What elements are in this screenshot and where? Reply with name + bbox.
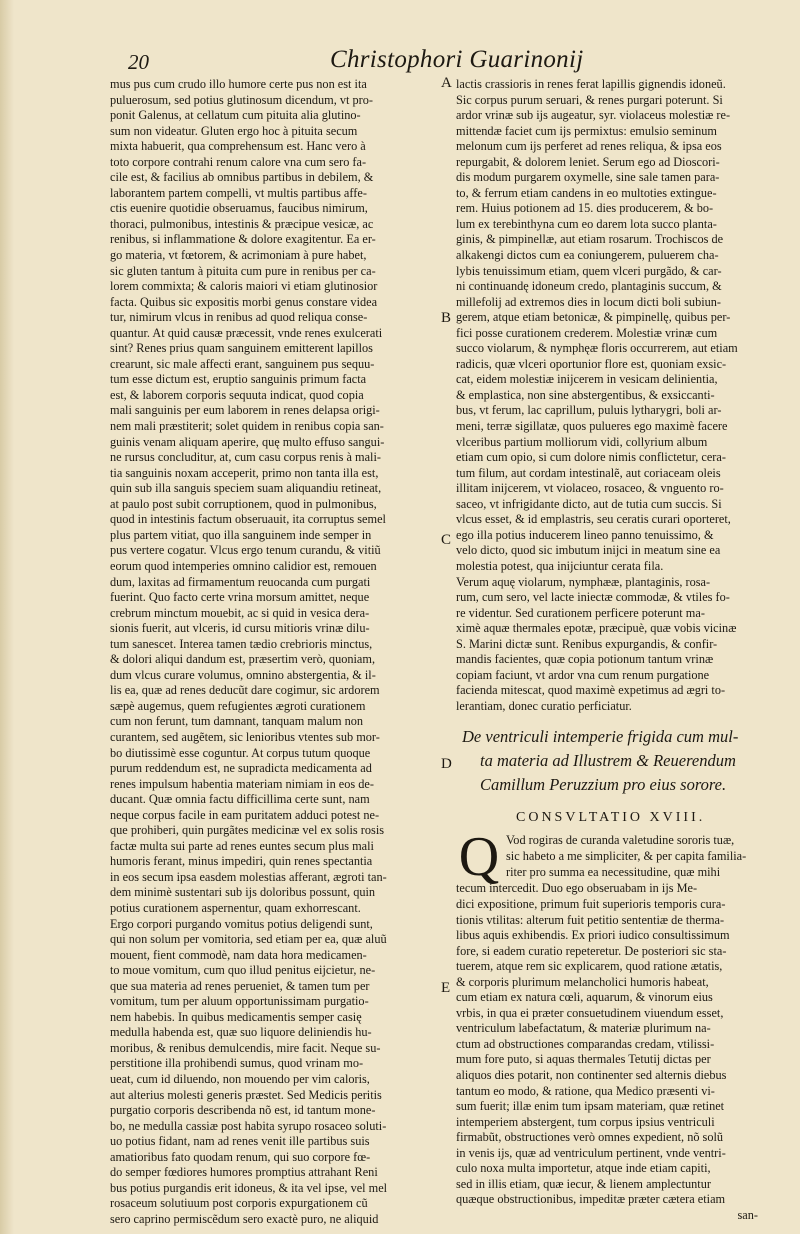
previous-consultation-text xyxy=(456,77,782,714)
text-line: tuerem, atque rem sic explicarem, quod ratione ætatis, xyxy=(456,959,723,974)
text-line: molestia potest, qua inijciuntur cerata fila. xyxy=(456,558,664,573)
text-line: ni continuandę idoneum credo, plantaginis succum, & xyxy=(456,279,722,294)
consultation-title: CONSVLTATIO XVIII. xyxy=(516,810,706,826)
text-line: mali sanguinis per eum laborem in renes delapsa origi- xyxy=(110,403,380,418)
catchword: san- xyxy=(737,1207,758,1222)
margin-letter-d: D xyxy=(441,756,452,772)
margin-letter-e: E xyxy=(441,980,451,996)
text-line: guinis venam aliquam aperire, quę multo effuso sangui- xyxy=(110,434,385,449)
text-line: illitam inijcerem, vt violaceo, rosaceo, & vnguento ro- xyxy=(456,481,724,496)
text-line: fore, si eadem curatio repeteretur. De posteriori sic sta- xyxy=(456,943,727,958)
text-line: puluerosum, sed potius glutinosum dicendum, vt pro- xyxy=(110,92,373,107)
text-line: tum filum, aut cordam intestinalẽ, aut coriaceam oleis xyxy=(456,465,721,480)
text-line: que sua materia ad renes perueniet, & tamen tum per xyxy=(110,978,370,993)
page-number: 20 xyxy=(128,50,149,74)
left-text-column xyxy=(110,77,438,1227)
text-line: cat, eidem molestiæ inijcerem in vesicam delinientia, xyxy=(456,372,718,387)
text-line: ueat, cum id diluendo, non mouendo per vim caloris, xyxy=(110,1072,370,1086)
text-line: renes impulsum habentia materiam nimiam in eos de- xyxy=(110,776,374,791)
text-line: rosaceum solutiuum post corporis expurgationem cũ xyxy=(110,1196,368,1211)
text-line: tum esse dictum est, eruptio sanguinis primum facta xyxy=(110,372,367,387)
text-line: laborantem partem compelli, vt multis partibus affe- xyxy=(110,185,367,200)
text-line: in venis ijs, quæ ad ventriculum pertinent, vnde ventri- xyxy=(456,1145,726,1160)
text-line: bus potius purgandis erit idoneus, & ita vel ipse, vel mel xyxy=(110,1180,388,1195)
heading-line: Camillum Peruzzium pro eius sorore. xyxy=(480,775,727,795)
text-line: mus pus cum crudo illo humore certe pus non est ita xyxy=(110,77,367,91)
text-line: vomitum, tum per aluum opportunissimam purgatio- xyxy=(110,994,369,1009)
text-line: alkakengi dictos cum ea coniungerem, puluerem cha- xyxy=(456,248,719,263)
text-line: sic habeto a me simpliciter, & per capita familia- xyxy=(506,848,747,863)
text-line: thoraci, pulmonibus, intestinis & præcipue vesicæ, ac xyxy=(110,216,374,231)
text-line: sum non videatur. Gluten ergo hoc à pituita secum xyxy=(110,123,358,138)
text-line: quod in intestinis factum obseruauit, ita corruptus semel xyxy=(110,512,386,527)
text-line: ardor vrinæ sub ijs augeatur, syr. violaceus molestiæ re- xyxy=(456,108,731,123)
text-line: purgatio corporis describenda nõ est, id tantum mone- xyxy=(110,1103,376,1118)
heading-line: ta materia ad Illustrem & Reuerendum xyxy=(480,751,736,771)
text-line: nem mali præstiterit; solet quidem in renibus copia san- xyxy=(110,419,384,434)
consultation-body xyxy=(456,826,782,1207)
text-line: vrbis, in qua ei præter consuetudinem viuendum esset, xyxy=(456,1005,724,1020)
text-line: ginis, & pimpinellæ, aut etiam rosarum. Trochiscos de xyxy=(456,232,724,247)
right-text-column xyxy=(456,77,782,1223)
text-line: uo potius fidant, nam ad renes venit ille partibus suis xyxy=(110,1134,370,1149)
text-line: sum fuerit; illæ enim tum ipsam materiam, quæ retinet xyxy=(456,1099,725,1114)
text-line: & emplastica, non sine abstergentibus, & exsiccanti- xyxy=(456,387,715,402)
text-line: mouent, fient commodè, nam data hora medicamen- xyxy=(110,947,367,962)
text-line: tecum intercedit. Duo ego obseruabam in ijs Me- xyxy=(456,881,698,896)
text-line: sero caprino permiscẽdum sero exactè puro, ne aliquid xyxy=(110,1211,379,1226)
text-line: aliquos dies potarit, non continenter sed alternis diebus xyxy=(456,1067,727,1082)
text-line: & corporis plurimum melancholici humoris habeat, xyxy=(456,974,709,989)
text-line: tantum eo modo, & ratione, qua Medico præsenti vi- xyxy=(456,1083,715,1098)
text-line: riter pro summa ea necessitudine, quæ mihi xyxy=(506,864,721,879)
text-line: Vod rogiras de curanda valetudine sororis tuæ, xyxy=(506,833,735,848)
text-line: bus, vt ferum, lac caprillum, puluis lytharygri, boli ar- xyxy=(456,403,722,418)
text-line: dum, laxitas ad firmamentum reuocanda cum purgati xyxy=(110,574,371,589)
text-line: ctis euenire quotidie obseruamus, faucibus nimirum, xyxy=(110,201,368,216)
text-line: que prohiberi, quin purgãtes medicinæ vel ex solis rosis xyxy=(110,823,385,838)
text-line: in eos secum ipsa easdem molestias afferant, ægroti tan- xyxy=(110,869,387,884)
text-line: lorem commixta; & caloris maiori vi etiam glutinosior xyxy=(110,279,378,294)
text-line: nem habebis. In quibus medicamentis semper casię xyxy=(110,1009,362,1024)
text-line: ctum ad obstructiones comparandas credam, vtilissi- xyxy=(456,1036,715,1051)
text-line: to, & ferrum etiam candens in eo multoties extingue- xyxy=(456,185,717,200)
text-line: perstitione illa prohibendi sumus, quod vrinam mo- xyxy=(110,1056,364,1071)
text-line: sionis fuerit, aut vlceris, id cursu mitioris vrinæ dilu- xyxy=(110,621,370,636)
text-line: cum non ferunt, tum damnant, tanquam malum non xyxy=(110,714,364,729)
text-line: renibus, si inflammatione & dolore exagitentur. Ea er- xyxy=(110,232,376,247)
text-line: quin sub illa sanguis speciem suam aliquandiu retineat, xyxy=(110,481,382,496)
text-line: quæque obstructionibus, impeditæ præter cætera etiam xyxy=(456,1192,726,1207)
text-line: humoris ferant, minus impediri, quin renes spectantia xyxy=(110,854,373,869)
text-line: mittendæ faciet cum ijs permixtus: emulsio seminum xyxy=(456,123,717,138)
text-line: tionis vtilitas: alterum fuit petitio sententiæ de therma- xyxy=(456,912,725,927)
text-line: ximè aquæ thermales epotæ, præcipuè, quæ vobis vicinæ xyxy=(456,621,737,636)
text-line: rem. Huius potionem ad 15. dies producerem, & bo- xyxy=(456,201,714,216)
text-line: lerantiam, donec curatio perficiatur. xyxy=(456,698,632,713)
text-line: dici expositione, primum fuit superioris temporis cura- xyxy=(456,896,726,911)
text-line: re videntur. Sed curationem perficere poterunt ma- xyxy=(456,605,705,620)
text-line: tia sanguinis noxam acceperit, primo non tanta illa est, xyxy=(110,465,379,480)
text-line: cum etiam ex natura cœli, aquarum, & vinorum eius xyxy=(456,990,713,1005)
text-line: sæpè augemus, quem refugientes ægroti curationem xyxy=(110,698,366,713)
text-line: S. Marini dictæ sunt. Renibus expurgandis, & confir- xyxy=(456,636,718,651)
text-line: eorum quod intemperies omnino calidior est, remouen xyxy=(110,558,377,573)
text-line: pus vertere cogatur. Vlcus ergo tenum curandu, & vitiũ xyxy=(110,543,381,558)
text-line: velo dicto, quod sic imbutum inijci in meatum sine ea xyxy=(456,543,721,558)
text-line: mum fore puto, si aquas thermales Tetutij dictas per xyxy=(456,1052,711,1067)
text-line: facta. Quibus sic expositis morbi genus constare videa xyxy=(110,294,378,309)
text-line: tur, nimirum vlcus in renibus ad quod reliqua conse- xyxy=(110,310,368,325)
text-line: do semper fœdiores humores promptius attrahant Reni xyxy=(110,1165,378,1180)
text-line: aut alterius molesti generis præstet. Sed Medicis peritis xyxy=(110,1087,382,1102)
heading-line: De ventriculi intemperie frigida cum mul- xyxy=(462,727,739,747)
text-line: dis modum purgarem oxymelle, sine sale tamen para- xyxy=(456,170,720,185)
text-line: moribus, & renibus demulcendis, mire facit. Neque su- xyxy=(110,1040,381,1055)
text-line: sint? Renes prius quam sanguinem emitterent lapillos xyxy=(110,341,373,356)
text-line: mandis facientes, quæ copia potionum tantum vrinæ xyxy=(456,652,714,667)
margin-letter-c: C xyxy=(441,532,452,548)
page-gutter-shadow xyxy=(0,0,14,1234)
text-line: intemperiem abstergent, tum corpus ipsius ventriculi xyxy=(456,1114,715,1129)
margin-letter-b: B xyxy=(441,310,452,326)
text-line: plus partem vitiat, quo illa sanguinem inde semper in xyxy=(110,527,372,542)
text-line: libus aquis exhibendis. Ex priori iudico consultissimum xyxy=(456,928,730,943)
text-line: gerem, atque etiam betonicæ, & pimpinellę, quibus per- xyxy=(456,310,731,325)
text-line: ne rursus concluditur, at, cum casu corpus renis à mali- xyxy=(110,450,381,465)
text-line: ponit Galenus, at cellatum cum pituita alia glutino- xyxy=(110,108,361,123)
text-line: crebrum minctum mouebit, ac si quid in vesica dera- xyxy=(110,605,370,620)
text-line: fici posse curationem crederem. Molestiæ vrinæ cum xyxy=(456,325,718,340)
text-line: bo, ne medulla cassiæ post habita syrupo rosaceo soluti- xyxy=(110,1118,387,1133)
text-line: medulla habenda est, quæ suo liquore deliniendis hu- xyxy=(110,1025,372,1040)
text-line: succo violarum, & nymphęæ floris occurrerem, aut etiam xyxy=(456,341,738,356)
text-line: tum sanescet. Interea tamen tædio crebrioris minctus, xyxy=(110,636,373,651)
text-line: amatioribus fato quodam renum, qui suo corpore fœ- xyxy=(110,1149,371,1164)
text-line: ego illa potius inducerem lineo panno tenuissimo, & xyxy=(456,527,714,542)
text-line: at paulo post subit corruptionem, quod in pulmonibus, xyxy=(110,496,377,511)
text-line: Sic corpus purum seruari, & renes purgari poterunt. Si xyxy=(456,92,723,107)
text-line: go materia, vt fœtorem, & acrimoniam à pure habet, xyxy=(110,248,367,263)
text-line: qui non solum per vomitoria, sed etiam per ea, quæ aluũ xyxy=(110,932,387,947)
text-line: Verum aquę violarum, nymphææ, plantaginis, rosa- xyxy=(456,574,711,589)
section-heading xyxy=(462,725,782,797)
text-line: bo diutissimè esse coguntur. At corpus tutum quoque xyxy=(110,745,371,760)
text-line: vlceribus partium molliorum vidi, collyrium album xyxy=(456,434,708,449)
text-line: culo noxa multa importetur, atque inde etiam capiti, xyxy=(456,1161,711,1176)
text-line: dem minimè sustentari sub ijs doloribus possunt, quin xyxy=(110,885,376,900)
text-line: repurgabit, & dolorem leniet. Serum ego ad Dioscori- xyxy=(456,154,720,169)
text-line: firmabũt, obstructiones verò omnes expedient, nõ solũ xyxy=(456,1130,724,1145)
text-line: vlcus esset, & id emplastris, seu ceratis curari oporteret, xyxy=(456,512,731,527)
text-line: curantem, sed augẽtem, sic lenioribus vtentes sub mor- xyxy=(110,729,380,744)
text-line: sic gluten tantum à pituita cum pure in renibus per ca- xyxy=(110,263,376,278)
text-line: est, & laborem corporis sequuta indicat, quod copia xyxy=(110,387,364,402)
text-line: & dolori aliqui dandum est, præsertim verò, quoniam, xyxy=(110,652,376,667)
text-line: fuerint. Quo facto certe vrina morsum amittet, neque xyxy=(110,590,370,605)
text-line: lactis crassioris in renes ferat lapillis gignendis idoneũ. xyxy=(456,77,726,91)
text-line: rum, cum sero, vel lacte iniectæ commodæ, & vtiles fo- xyxy=(456,590,730,605)
text-line: millefolij ad extremos dies in locum dicti boli subiun- xyxy=(456,294,722,309)
text-line: potius curationem aspernentur, quam exhorrescant. xyxy=(110,900,361,915)
text-line: purum reddendum est, ne supradicta medicamenta ad xyxy=(110,761,372,776)
text-line: ducant. Quæ omnia factu difficillima certe sunt, nam xyxy=(110,792,370,807)
text-line: copiam faciunt, vt ardor vna cum renum purgatione xyxy=(456,667,710,682)
text-line: neque corpus facile in eam puritatem adduci potest ne- xyxy=(110,807,380,822)
text-line: saceo, vt infrigidante dicto, aut de tutia cum succis. Si xyxy=(456,496,722,511)
text-line: quantur. At quid causæ præcessit, vnde renes exulcerati xyxy=(110,325,383,340)
text-line: etiam cum opio, si cum dolore nimis conflictetur, cera- xyxy=(456,450,726,465)
text-line: factæ multa sui parte ad renes euntes secum plus mali xyxy=(110,838,374,853)
drop-initial: Q xyxy=(458,826,500,889)
text-line: Ergo corpori purgando vomitus potius deligendi sunt, xyxy=(110,916,373,931)
running-title: Christophori Guarinonij xyxy=(330,46,584,73)
text-line: melonum cum ijs perferet ad renes reliqua, & ipsa eos xyxy=(456,139,722,154)
text-line: lis ea, quæ ad renes deducũt dare cogimur, sic ardorem xyxy=(110,683,380,698)
margin-letter-a: A xyxy=(441,75,452,91)
text-line: lum ex terebinthyna cum eo darem lota succo planta- xyxy=(456,216,717,231)
text-line: meni, terræ sigillatæ, quos pulueres ego maximè facere xyxy=(456,419,728,434)
text-line: to moue vomitum, cum quo illud penitus eijcietur, ne- xyxy=(110,963,376,978)
text-line: radicis, quæ vlceri oportunior flore est, quoniam exsic- xyxy=(456,356,727,371)
text-line: cile est, & facilius ab omnibus partibus in debilem, & xyxy=(110,170,374,185)
text-line: crearunt, sic male affecti erant, sanguinem pus sequu- xyxy=(110,356,375,371)
text-line: ventriculum labefactatum, & materiæ plurimum na- xyxy=(456,1021,711,1036)
text-line: sed in illis etiam, quæ iecur, & lienem amplectuntur xyxy=(456,1176,711,1191)
text-line: lybis tenuissimum etiam, quem vlceri purgãdo, & car- xyxy=(456,263,722,278)
text-line: toto corpore contrahi renum calore vna cum sero fa- xyxy=(110,154,367,169)
text-line: mixta habuerit, qua comprehensum est. Hanc vero à xyxy=(110,139,366,154)
text-line: dum vlcus curare volumus, omnino abstergentia, & il- xyxy=(110,667,376,682)
text-line: facienda mitescat, quod maximè expetimus ad ægri to- xyxy=(456,683,726,698)
